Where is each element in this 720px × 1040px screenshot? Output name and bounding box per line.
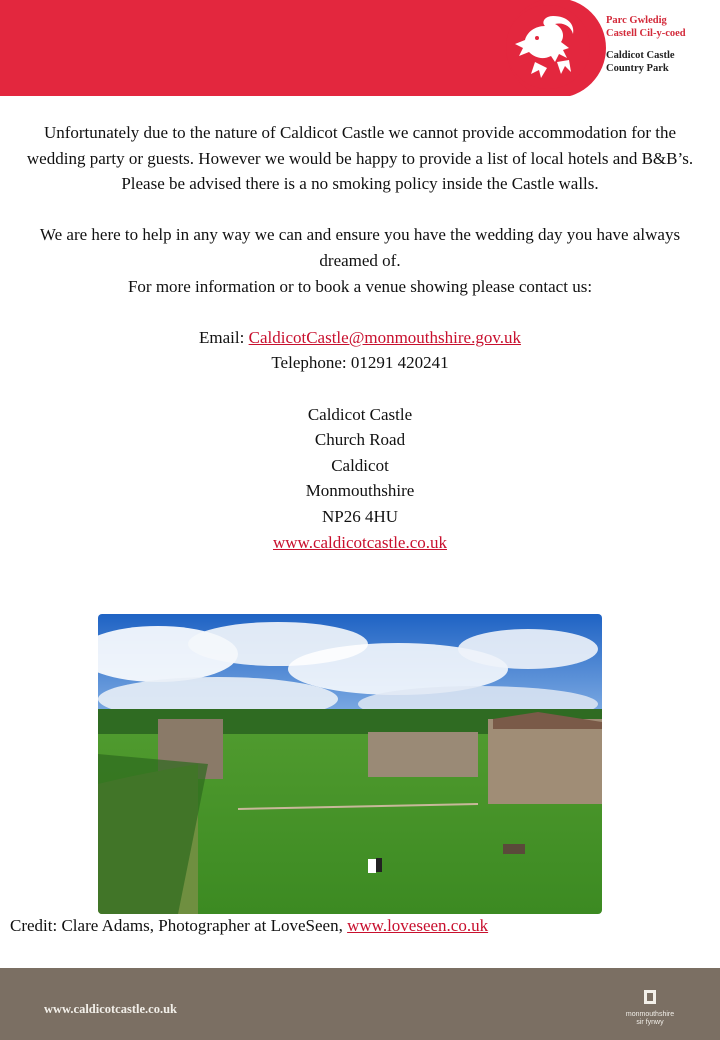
email-line bbox=[20, 325, 700, 351]
accommodation-paragraph: Unfortunately due to the nature of Caldicot Castle we cannot provide accommodation for the wedding party or guests. However we would be happy to provide a list of local hotels and B&B’s. bbox=[26, 123, 694, 168]
castle-grounds-photo bbox=[98, 614, 602, 914]
address-line-3: Caldicot bbox=[331, 455, 389, 475]
footer-website[interactable]: www.caldicotcastle.co.uk bbox=[44, 1002, 177, 1016]
telephone-line: Telephone: 01291 420241 bbox=[271, 353, 449, 373]
smoking-policy-paragraph: Please be advised there is a no smoking policy inside the Castle walls. bbox=[121, 174, 599, 194]
address-line-2: Church Road bbox=[314, 430, 406, 450]
website-link[interactable]: www.caldicotcastle.co.uk bbox=[272, 532, 448, 552]
address-line-4: Monmouthshire bbox=[305, 481, 415, 501]
monmouthshire-logo-line2: sir fynwy bbox=[636, 1019, 664, 1026]
monmouthshire-crest-icon bbox=[640, 988, 660, 1008]
photo-credit-text: Credit: Clare Adams, Photographer at LoveSeen, bbox=[10, 916, 348, 935]
logo-welsh-line2: Castell Cil-y-coed bbox=[606, 28, 686, 39]
contact-intro-paragraph: For more information or to book a venue showing please contact us: bbox=[127, 276, 593, 296]
castle-photo-illustration bbox=[98, 614, 602, 914]
website-line bbox=[20, 530, 700, 556]
help-paragraph: We are here to help in any way we can and ensure you have the wedding day you have always dreamed of. bbox=[39, 225, 681, 270]
logo-english-line2: Country Park bbox=[606, 63, 669, 74]
monmouthshire-logo-line1: monmouthshire bbox=[625, 1011, 675, 1018]
logo-english-line1: Caldicot Castle bbox=[606, 50, 675, 61]
email-label: Email: bbox=[199, 327, 249, 347]
address-line-5: NP26 4HU bbox=[321, 506, 399, 526]
logo-welsh-line1: Parc Gwledig bbox=[606, 15, 667, 26]
photographer-link[interactable]: www.loveseen.co.uk bbox=[347, 916, 489, 935]
address-line-1: Caldicot Castle bbox=[307, 404, 413, 424]
body-content bbox=[20, 120, 700, 555]
page-footer bbox=[0, 968, 720, 1040]
monmouthshire-logo bbox=[620, 988, 680, 1027]
photo-credit bbox=[10, 914, 488, 938]
page-header bbox=[0, 0, 720, 96]
header-logo-text bbox=[606, 14, 686, 75]
email-link[interactable]: CaldicotCastle@monmouthshire.gov.uk bbox=[248, 327, 521, 347]
dragon-emblem-icon bbox=[505, 4, 591, 90]
